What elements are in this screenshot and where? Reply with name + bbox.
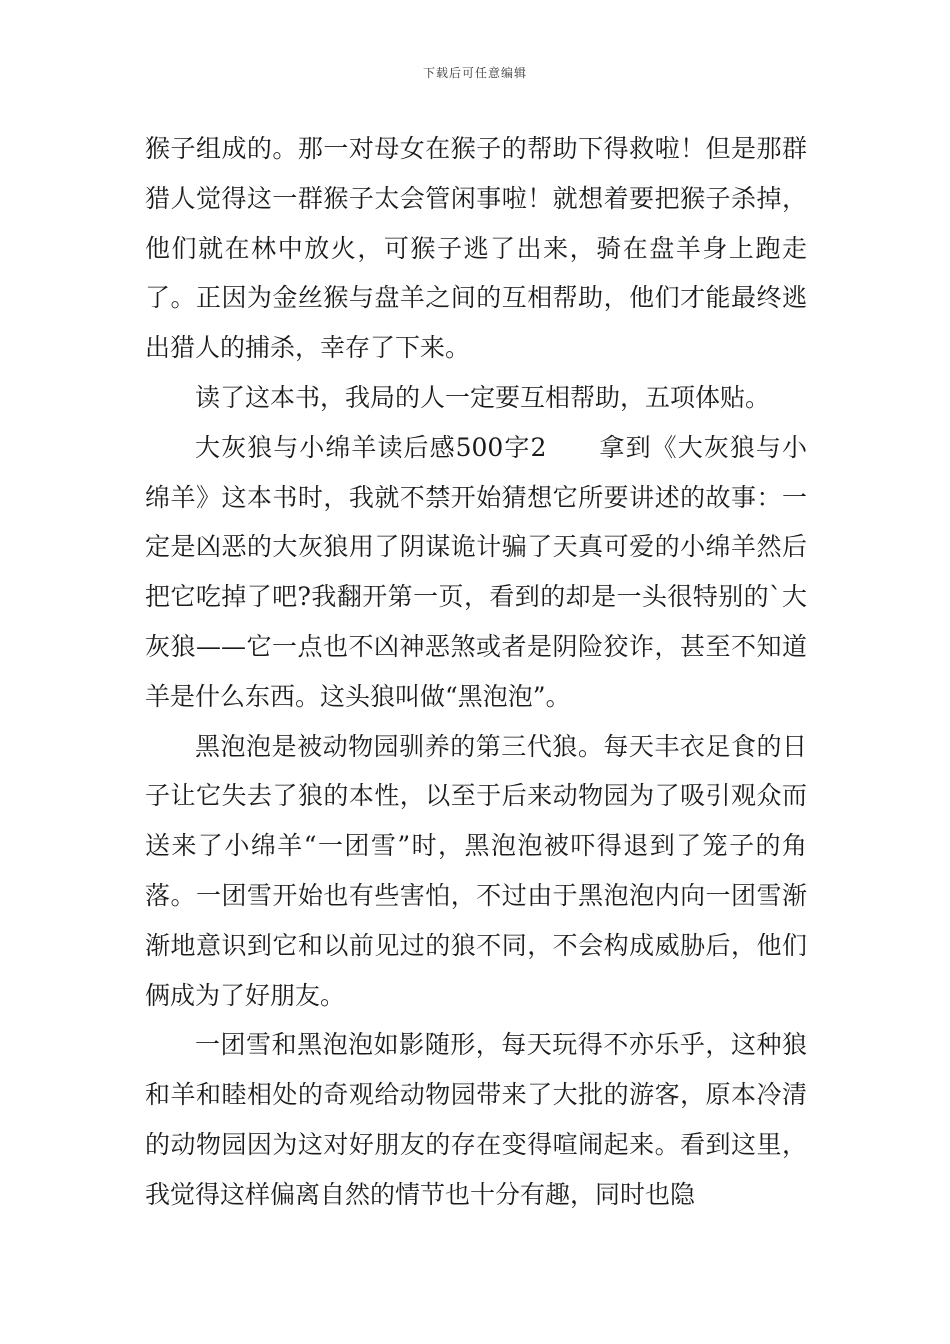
document-body xyxy=(145,124,807,1220)
paragraph-3: 大灰狼与小绵羊读后感500字2 拿到《大灰狼与小绵羊》这本书时，我就不禁开始猜想它所要讲述的故事：一定是凶恶的大灰狼用了阴谋诡计骗了天真可爱的小绵羊然后把它吃掉了吧?我翻开第一页，看到的却是一头很特别的`大灰狼——它一点也不凶神恶煞或者是阴险狡诈，甚至不知道羊是什么东西。这头狼叫做“黑泡泡”。 xyxy=(145,432,807,711)
paragraph-5: 一团雪和黑泡泡如影随形，每天玩得不亦乐乎，这种狼和羊和睦相处的奇观给动物园带来了大批的游客，原本冷清的动物园因为这对好朋友的存在变得喧闹起来。看到这里，我觉得这样偏离自然的情节也十分有趣，同时也隐 xyxy=(145,1030,807,1209)
paragraph-4: 黑泡泡是被动物园驯养的第三代狼。每天丰衣足食的日子让它失去了狼的本性，以至于后来动物园为了吸引观众而送来了小绵羊“一团雪”时，黑泡泡被吓得退到了笼子的角落。一团雪开始也有些害怕，不过由于黑泡泡内向一团雪渐渐地意识到它和以前见过的狼不同，不会构成威胁后，他们俩成为了好朋友。 xyxy=(145,731,807,1010)
paragraph-2: 读了这本书，我局的人一定要互相帮助，五项体贴。 xyxy=(195,382,771,412)
paragraph-1: 猴子组成的。那一对母女在猴子的帮助下得救啦！但是那群猎人觉得这一群猴子太会管闲事啦！就想着要把猴子杀掉，他们就在林中放火，可猴子逃了出来，骑在盘羊身上跑走了。正因为金丝猴与盘羊之间的互相帮助，他们才能最终逃出猎人的捕杀，幸存了下来。 xyxy=(145,134,807,363)
page-header: 下载后可任意编辑 xyxy=(422,66,527,80)
